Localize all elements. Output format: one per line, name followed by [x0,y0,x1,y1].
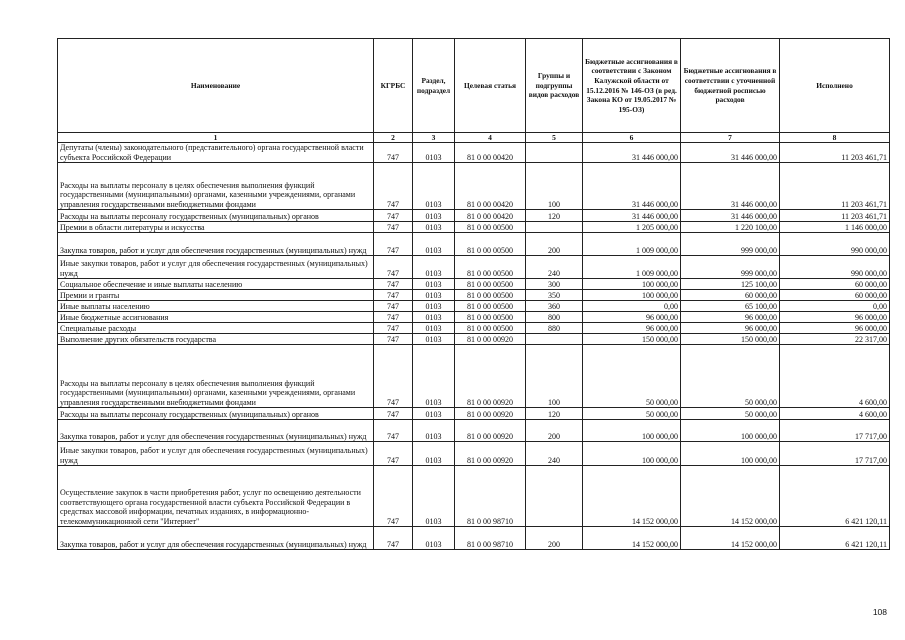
row-group-cell: 350 [526,290,583,301]
row-group-cell: 100 [526,345,583,408]
row-law-amount-cell: 100 000,00 [583,279,681,290]
row-target-cell: 81 0 00 00500 [455,256,526,279]
row-law-amount-cell: 14 152 000,00 [583,527,681,550]
row-kgrbs-cell: 747 [374,527,413,550]
row-section-cell: 0103 [413,420,455,442]
row-group-cell: 800 [526,312,583,323]
row-group-cell: 240 [526,442,583,466]
header-expense-groups: Группы и подгруппы видов расходов [526,39,583,133]
row-clarified-amount-cell: 14 152 000,00 [681,527,780,550]
row-group-cell: 120 [526,210,583,222]
row-law-amount-cell: 1 205 000,00 [583,222,681,233]
table-row [58,279,890,290]
row-clarified-amount-cell: 31 446 000,00 [681,163,780,210]
row-kgrbs-cell: 747 [374,222,413,233]
row-clarified-amount-cell: 31 446 000,00 [681,210,780,222]
row-group-cell [526,334,583,345]
table-row [58,345,890,408]
header-target-article: Целевая статья [455,39,526,133]
row-executed-amount-cell: 60 000,00 [780,290,890,301]
table-row [58,312,890,323]
table-row [58,442,890,466]
row-clarified-amount-cell: 14 152 000,00 [681,466,780,527]
row-kgrbs-cell: 747 [374,466,413,527]
row-executed-amount-cell: 17 717,00 [780,420,890,442]
row-kgrbs-cell: 747 [374,290,413,301]
row-target-cell: 81 0 00 00500 [455,290,526,301]
row-name-cell: Депутаты (члены) законодательного (представительного) органа государственной власти субъекта Российской Федерации [58,143,374,163]
row-law-amount-cell: 14 152 000,00 [583,466,681,527]
row-executed-amount-cell: 17 717,00 [780,442,890,466]
row-group-cell: 300 [526,279,583,290]
row-name-cell: Расходы на выплаты персоналу в целях обеспечения выполнения функций государственными (муниципальными) органами, казенными учреждениями, органами управления государственными внебюджетными фондами [58,163,374,210]
row-section-cell: 0103 [413,222,455,233]
row-group-cell: 120 [526,408,583,420]
row-name-cell: Иные бюджетные ассигнования [58,312,374,323]
row-target-cell: 81 0 00 00420 [455,163,526,210]
row-section-cell: 0103 [413,345,455,408]
table-row [58,466,890,527]
row-clarified-amount-cell: 125 100,00 [681,279,780,290]
row-section-cell: 0103 [413,210,455,222]
row-executed-amount-cell: 60 000,00 [780,279,890,290]
row-section-cell: 0103 [413,442,455,466]
row-kgrbs-cell: 747 [374,163,413,210]
row-clarified-amount-cell: 96 000,00 [681,312,780,323]
row-executed-amount-cell: 1 146 000,00 [780,222,890,233]
row-section-cell: 0103 [413,312,455,323]
row-name-cell: Премии и гранты [58,290,374,301]
row-clarified-amount-cell: 65 100,00 [681,301,780,312]
row-group-cell: 200 [526,233,583,256]
row-clarified-amount-cell: 1 220 100,00 [681,222,780,233]
row-group-cell [526,222,583,233]
row-name-cell: Иные закупки товаров, работ и услуг для обеспечения государственных (муниципальных) нужд [58,442,374,466]
row-law-amount-cell: 1 009 000,00 [583,233,681,256]
row-executed-amount-cell: 11 203 461,71 [780,163,890,210]
row-kgrbs-cell: 747 [374,301,413,312]
column-number: 6 [583,133,681,143]
row-name-cell: Расходы на выплаты персоналу государственных (муниципальных) органов [58,210,374,222]
row-name-cell: Премии в области литературы и искусства [58,222,374,233]
header-kgrbs: КГРБС [374,39,413,133]
row-name-cell: Расходы на выплаты персоналу государственных (муниципальных) органов [58,408,374,420]
row-kgrbs-cell: 747 [374,233,413,256]
row-target-cell: 81 0 00 00420 [455,210,526,222]
page-number: 108 [872,607,887,617]
row-target-cell: 81 0 00 00920 [455,420,526,442]
header-row [58,39,890,133]
row-executed-amount-cell: 96 000,00 [780,312,890,323]
row-section-cell: 0103 [413,323,455,334]
row-law-amount-cell: 96 000,00 [583,323,681,334]
table-row [58,527,890,550]
header-name: Наименование [58,39,374,133]
row-clarified-amount-cell: 999 000,00 [681,233,780,256]
table-body [58,143,890,550]
row-executed-amount-cell: 990 000,00 [780,256,890,279]
row-clarified-amount-cell: 999 000,00 [681,256,780,279]
row-group-cell: 100 [526,163,583,210]
column-number: 7 [681,133,780,143]
row-law-amount-cell: 100 000,00 [583,442,681,466]
row-name-cell: Закупка товаров, работ и услуг для обеспечения государственных (муниципальных) нужд [58,420,374,442]
row-target-cell: 81 0 00 98710 [455,527,526,550]
row-executed-amount-cell: 4 600,00 [780,345,890,408]
row-kgrbs-cell: 747 [374,279,413,290]
row-clarified-amount-cell: 50 000,00 [681,408,780,420]
table-row [58,408,890,420]
row-law-amount-cell: 50 000,00 [583,345,681,408]
row-clarified-amount-cell: 60 000,00 [681,290,780,301]
table-row [58,222,890,233]
row-clarified-amount-cell: 100 000,00 [681,420,780,442]
row-group-cell: 880 [526,323,583,334]
row-name-cell: Иные закупки товаров, работ и услуг для обеспечения государственных (муниципальных) нужд [58,256,374,279]
row-name-cell: Специальные расходы [58,323,374,334]
row-group-cell: 240 [526,256,583,279]
row-law-amount-cell: 100 000,00 [583,420,681,442]
row-executed-amount-cell: 22 317,00 [780,334,890,345]
row-target-cell: 81 0 00 98710 [455,466,526,527]
row-kgrbs-cell: 747 [374,334,413,345]
row-target-cell: 81 0 00 00920 [455,442,526,466]
row-target-cell: 81 0 00 00500 [455,323,526,334]
row-kgrbs-cell: 747 [374,312,413,323]
row-section-cell: 0103 [413,334,455,345]
row-section-cell: 0103 [413,233,455,256]
table-row [58,290,890,301]
row-target-cell: 81 0 00 00500 [455,312,526,323]
row-target-cell: 81 0 00 00420 [455,143,526,163]
header-clarified-allocations: Бюджетные ассигнования в соответствии с уточненной бюджетной росписью расходов [681,39,780,133]
header-law-allocations: Бюджетные ассигнования в соответствии с Законом Калужской области от 15.12.2016 № 146-ОЗ (в ред. Закона КО от 19.05.2017 № 195-ОЗ) [583,39,681,133]
row-kgrbs-cell: 747 [374,210,413,222]
row-group-cell: 200 [526,527,583,550]
row-law-amount-cell: 31 446 000,00 [583,210,681,222]
row-law-amount-cell: 0,00 [583,301,681,312]
row-clarified-amount-cell: 96 000,00 [681,323,780,334]
row-clarified-amount-cell: 31 446 000,00 [681,143,780,163]
row-target-cell: 81 0 00 00500 [455,279,526,290]
row-kgrbs-cell: 747 [374,420,413,442]
row-section-cell: 0103 [413,163,455,210]
row-target-cell: 81 0 00 00500 [455,301,526,312]
row-executed-amount-cell: 4 600,00 [780,408,890,420]
row-kgrbs-cell: 747 [374,256,413,279]
column-number: 5 [526,133,583,143]
row-clarified-amount-cell: 100 000,00 [681,442,780,466]
table-row [58,143,890,163]
row-target-cell: 81 0 00 00500 [455,233,526,256]
row-law-amount-cell: 1 009 000,00 [583,256,681,279]
row-law-amount-cell: 100 000,00 [583,290,681,301]
row-kgrbs-cell: 747 [374,143,413,163]
table-row [58,163,890,210]
table-row [58,301,890,312]
row-target-cell: 81 0 00 00920 [455,345,526,408]
row-section-cell: 0103 [413,290,455,301]
row-law-amount-cell: 31 446 000,00 [583,143,681,163]
row-executed-amount-cell: 0,00 [780,301,890,312]
header-section: Раздел, подраздел [413,39,455,133]
row-section-cell: 0103 [413,527,455,550]
row-kgrbs-cell: 747 [374,442,413,466]
row-section-cell: 0103 [413,279,455,290]
row-kgrbs-cell: 747 [374,323,413,334]
row-target-cell: 81 0 00 00920 [455,334,526,345]
table-row [58,210,890,222]
row-name-cell: Осуществление закупок в части приобретения работ, услуг по освещению деятельности соответствующего органа государственной власти субъекта Российской Федерации в средствах массовой информации, печатных изданиях, в информационно-телекоммуникационной сети "Интернет" [58,466,374,527]
row-executed-amount-cell: 6 421 120,11 [780,527,890,550]
column-number: 1 [58,133,374,143]
row-executed-amount-cell: 11 203 461,71 [780,143,890,163]
row-executed-amount-cell: 11 203 461,71 [780,210,890,222]
table-row [58,334,890,345]
row-kgrbs-cell: 747 [374,408,413,420]
row-executed-amount-cell: 6 421 120,11 [780,466,890,527]
column-number: 8 [780,133,890,143]
column-number-row [58,133,890,143]
row-group-cell [526,143,583,163]
row-name-cell: Закупка товаров, работ и услуг для обеспечения государственных (муниципальных) нужд [58,233,374,256]
table-row [58,420,890,442]
table-row [58,256,890,279]
row-law-amount-cell: 150 000,00 [583,334,681,345]
row-kgrbs-cell: 747 [374,345,413,408]
row-clarified-amount-cell: 50 000,00 [681,345,780,408]
header-executed: Исполнено [780,39,890,133]
row-section-cell: 0103 [413,256,455,279]
column-number: 2 [374,133,413,143]
row-law-amount-cell: 50 000,00 [583,408,681,420]
row-law-amount-cell: 31 446 000,00 [583,163,681,210]
row-name-cell: Социальное обеспечение и иные выплаты населению [58,279,374,290]
row-name-cell: Выполнение других обязательств государства [58,334,374,345]
table-row [58,233,890,256]
row-target-cell: 81 0 00 00500 [455,222,526,233]
budget-table [57,38,890,550]
column-number: 4 [455,133,526,143]
row-section-cell: 0103 [413,143,455,163]
row-section-cell: 0103 [413,301,455,312]
column-number: 3 [413,133,455,143]
row-name-cell: Расходы на выплаты персоналу в целях обеспечения выполнения функций государственными (муниципальными) органами, казенными учреждениями, органами управления государственными внебюджетными фондами [58,345,374,408]
row-clarified-amount-cell: 150 000,00 [681,334,780,345]
row-group-cell: 200 [526,420,583,442]
row-section-cell: 0103 [413,466,455,527]
row-executed-amount-cell: 96 000,00 [780,323,890,334]
row-name-cell: Закупка товаров, работ и услуг для обеспечения государственных (муниципальных) нужд [58,527,374,550]
row-law-amount-cell: 96 000,00 [583,312,681,323]
row-group-cell [526,466,583,527]
row-executed-amount-cell: 990 000,00 [780,233,890,256]
row-target-cell: 81 0 00 00920 [455,408,526,420]
row-section-cell: 0103 [413,408,455,420]
row-group-cell: 360 [526,301,583,312]
row-name-cell: Иные выплаты населению [58,301,374,312]
table-row [58,323,890,334]
